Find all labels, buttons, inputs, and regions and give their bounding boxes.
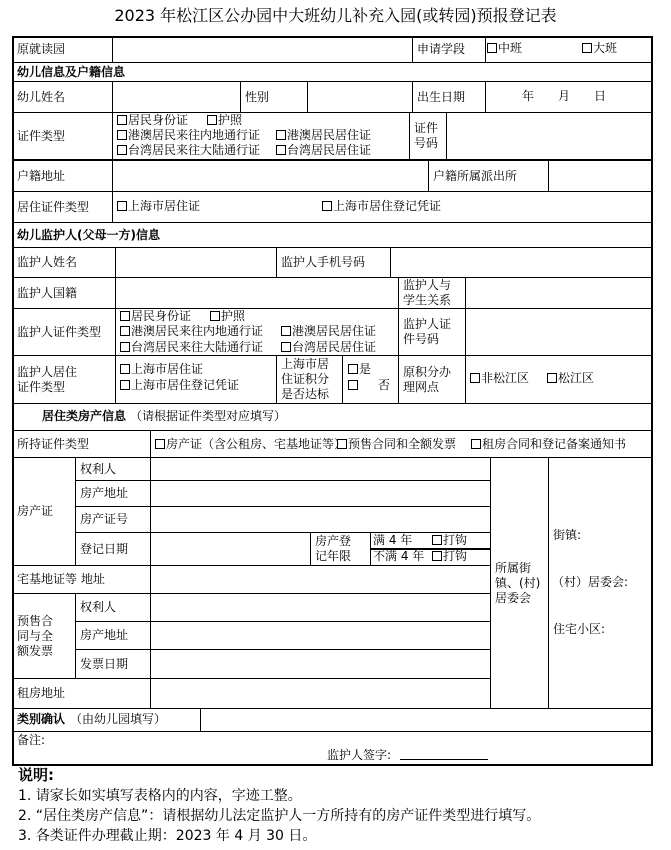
option-label: 大班 bbox=[593, 41, 618, 55]
office-option-non-songjiang[interactable] bbox=[470, 371, 529, 386]
committee-field-label: （村）居委会: bbox=[552, 575, 629, 589]
option-senior-class[interactable] bbox=[582, 41, 617, 56]
option-label: 打钩 bbox=[443, 533, 468, 547]
option-label: 房产证（含公租房、宅基地证等） bbox=[166, 437, 347, 451]
input-prev-kindergarten[interactable] bbox=[112, 36, 413, 63]
input-gender[interactable] bbox=[307, 81, 413, 113]
label-rent-address: 租房地址 bbox=[12, 678, 151, 709]
input-child-name[interactable] bbox=[112, 81, 241, 113]
label-presale: 预售合 同与全 额发票 bbox=[12, 593, 76, 679]
signature-label: 监护人签字: bbox=[327, 748, 392, 762]
held-option-rent[interactable] bbox=[471, 437, 626, 452]
guardian-id-option-3[interactable] bbox=[281, 324, 376, 339]
option-label: 台湾居民来往大陆通行证 bbox=[131, 340, 264, 354]
input-reg-date[interactable] bbox=[150, 532, 311, 566]
checkbox-icon[interactable] bbox=[207, 115, 217, 125]
option-label: 租房合同和登记备案通知书 bbox=[482, 437, 627, 451]
street-field-label: 街镇: bbox=[553, 528, 582, 542]
option-label: 非松江区 bbox=[481, 371, 530, 385]
input-deed-owner[interactable] bbox=[150, 457, 491, 481]
office-option-songjiang[interactable] bbox=[547, 371, 594, 386]
option-label: 是 bbox=[359, 362, 372, 376]
label-invoice-date: 发票日期 bbox=[75, 649, 151, 679]
child-residence-option-1[interactable] bbox=[322, 199, 441, 214]
label-child-id-type: 证件类型 bbox=[12, 112, 113, 160]
guardian-residence-option-0[interactable] bbox=[120, 362, 203, 377]
label-guardian-phone: 监护人手机号码 bbox=[276, 247, 391, 278]
label-points-office: 原积分办 理网点 bbox=[398, 355, 466, 404]
checkbox-icon[interactable] bbox=[487, 43, 497, 53]
option-label: 中班 bbox=[498, 41, 523, 55]
checkbox-icon[interactable] bbox=[322, 201, 332, 211]
label-deed: 房产证 bbox=[12, 457, 76, 566]
label-gender: 性别 bbox=[240, 81, 308, 113]
label-street-committee: 所属街 镇、(村) 居委会 bbox=[490, 457, 549, 709]
points-yes-option[interactable] bbox=[348, 362, 371, 377]
section-guardian-info: 幼儿监护人(父母一方)信息 bbox=[12, 222, 652, 248]
option-label: 上海市居住登记凭证 bbox=[131, 378, 240, 392]
label-guardian-id-type: 监护人证件类型 bbox=[12, 308, 116, 356]
held-option-presale[interactable] bbox=[337, 437, 456, 452]
notes-heading: 说明: bbox=[18, 766, 54, 784]
label-presale-address: 房产地址 bbox=[75, 621, 151, 650]
label-child-residence-type: 居住证件类型 bbox=[12, 191, 113, 223]
checkbox-icon[interactable] bbox=[281, 326, 291, 336]
checkbox-icon[interactable] bbox=[281, 342, 291, 352]
checkbox-icon[interactable] bbox=[348, 364, 358, 374]
label-reg-years: 房产登 记年限 bbox=[310, 532, 371, 566]
input-presale-owner[interactable] bbox=[150, 593, 491, 622]
full4-tick[interactable] bbox=[432, 533, 467, 548]
category-hint: （由幼儿园填写） bbox=[70, 712, 167, 726]
note-2: 2. “居住类房产信息”：请根据幼儿法定监护人一方所持有的房产证件类型进行填写。 bbox=[18, 808, 541, 824]
option-label: 护照 bbox=[218, 113, 243, 127]
child-id-option-2[interactable] bbox=[117, 128, 260, 143]
checkbox-icon[interactable] bbox=[210, 311, 220, 321]
checkbox-icon[interactable] bbox=[120, 342, 130, 352]
section-child-info: 幼儿信息及户籍信息 bbox=[12, 62, 652, 82]
guardian-id-option-1[interactable] bbox=[210, 309, 245, 324]
input-homestead-address[interactable] bbox=[150, 565, 491, 594]
checkbox-icon[interactable] bbox=[432, 535, 442, 545]
checkbox-icon[interactable] bbox=[117, 145, 127, 155]
birth-month-label: 月 bbox=[558, 89, 571, 103]
label-child-id-number: 证件 号码 bbox=[409, 112, 447, 160]
label-guardian-relation: 监护人与 学生关系 bbox=[398, 277, 466, 309]
guardian-id-option-0[interactable] bbox=[120, 309, 191, 324]
option-label: 台湾居民居住证 bbox=[292, 340, 377, 354]
option-label: 上海市居住登记凭证 bbox=[333, 199, 442, 213]
full4-label: 满 4 年 bbox=[373, 533, 413, 547]
checkbox-icon[interactable] bbox=[155, 439, 165, 449]
option-label: 护照 bbox=[221, 309, 246, 323]
input-guardian-relation[interactable] bbox=[465, 277, 652, 309]
checkbox-icon[interactable] bbox=[348, 380, 358, 390]
note-1: 1. 请家长如实填写表格内的内容，字迹工整。 bbox=[18, 788, 302, 804]
option-label: 打钩 bbox=[443, 549, 468, 563]
input-deed-address[interactable] bbox=[150, 480, 491, 507]
input-rent-address[interactable] bbox=[150, 678, 491, 709]
label-guardian-nationality: 监护人国籍 bbox=[12, 277, 116, 309]
checkbox-icon[interactable] bbox=[276, 145, 286, 155]
label-points-question: 上海市居 住证积分 是否达标 bbox=[276, 355, 343, 404]
birth-year-label: 年 bbox=[522, 89, 535, 103]
option-middle-class[interactable] bbox=[487, 41, 522, 56]
label-held-type: 所持证件类型 bbox=[12, 430, 151, 458]
label-homestead-address: 宅基地证等 地址 bbox=[12, 565, 151, 594]
option-label: 港澳居民来往内地通行证 bbox=[128, 128, 261, 142]
input-presale-address[interactable] bbox=[150, 621, 491, 650]
child-id-option-4[interactable] bbox=[117, 143, 260, 158]
guardian-id-option-4[interactable] bbox=[120, 340, 263, 355]
community-field-label: 住宅小区: bbox=[553, 622, 606, 636]
child-id-option-5[interactable] bbox=[276, 143, 371, 158]
not-full4-tick[interactable] bbox=[432, 549, 467, 564]
input-guardian-id-number[interactable] bbox=[465, 308, 652, 356]
checkbox-icon[interactable] bbox=[547, 373, 557, 383]
held-option-deed[interactable] bbox=[155, 437, 346, 452]
guardian-residence-option-1[interactable] bbox=[120, 378, 239, 393]
points-no-label: 否 bbox=[378, 378, 391, 392]
input-deed-number[interactable] bbox=[150, 506, 491, 533]
label-child-name: 幼儿姓名 bbox=[12, 81, 113, 113]
checkbox-icon[interactable] bbox=[120, 380, 130, 390]
birth-day-label: 日 bbox=[594, 89, 607, 103]
label-presale-owner: 权利人 bbox=[75, 593, 151, 622]
option-label: 港澳居民来往内地通行证 bbox=[131, 324, 264, 338]
label-reg-date: 登记日期 bbox=[75, 532, 151, 566]
input-hukou-police[interactable] bbox=[548, 160, 652, 192]
checkbox-icon[interactable] bbox=[582, 43, 592, 53]
label-hukou-address: 户籍地址 bbox=[12, 160, 113, 192]
not-full4-label: 不满 4 年 bbox=[373, 549, 425, 563]
input-hukou-address[interactable] bbox=[112, 160, 429, 192]
checkbox-icon[interactable] bbox=[120, 326, 130, 336]
child-id-option-3[interactable] bbox=[276, 128, 371, 143]
section-property-title: 居住类房产信息 bbox=[42, 409, 127, 423]
input-child-id-number[interactable] bbox=[446, 112, 652, 160]
checkbox-icon[interactable] bbox=[276, 130, 286, 140]
guardian-id-option-2[interactable] bbox=[120, 324, 263, 339]
checkbox-icon[interactable] bbox=[117, 130, 127, 140]
option-label: 港澳居民居住证 bbox=[292, 324, 377, 338]
category-title: 类别确认 bbox=[17, 712, 66, 726]
option-label: 港澳居民居住证 bbox=[287, 128, 372, 142]
input-guardian-nationality[interactable] bbox=[115, 277, 399, 309]
option-label: 台湾居民居住证 bbox=[287, 143, 372, 157]
checkbox-icon[interactable] bbox=[470, 373, 480, 383]
child-residence-option-0[interactable] bbox=[117, 199, 200, 214]
label-guardian-residence-type: 监护人居住 证件类型 bbox=[12, 355, 116, 404]
label-prev-kindergarten: 原就读园 bbox=[12, 36, 113, 63]
label-deed-address: 房产地址 bbox=[75, 480, 151, 507]
input-invoice-date[interactable] bbox=[150, 649, 491, 679]
checkbox-icon[interactable] bbox=[337, 439, 347, 449]
option-label: 预售合同和全额发票 bbox=[348, 437, 457, 451]
checkbox-icon[interactable] bbox=[120, 311, 130, 321]
checkbox-icon[interactable] bbox=[117, 201, 127, 211]
child-id-option-0[interactable] bbox=[117, 113, 188, 128]
label-deed-number: 房产证号 bbox=[75, 506, 151, 533]
remarks-label: 备注: bbox=[17, 733, 46, 747]
label-hukou-police: 户籍所属派出所 bbox=[428, 160, 549, 192]
option-label: 台湾居民来往大陆通行证 bbox=[128, 143, 261, 157]
label-guardian-name: 监护人姓名 bbox=[12, 247, 116, 278]
checkbox-icon[interactable] bbox=[432, 551, 442, 561]
input-guardian-name[interactable] bbox=[115, 247, 277, 278]
input-guardian-phone[interactable] bbox=[390, 247, 652, 278]
child-id-option-1[interactable] bbox=[207, 113, 242, 128]
signature-line[interactable] bbox=[400, 759, 488, 760]
option-label: 居民身份证 bbox=[128, 113, 189, 127]
label-deed-owner: 权利人 bbox=[75, 457, 151, 481]
points-no-option[interactable] bbox=[348, 378, 359, 393]
label-birth-date: 出生日期 bbox=[412, 81, 486, 113]
option-label: 松江区 bbox=[558, 371, 595, 385]
note-3: 3. 各类证件办理截止期：2023 年 4 月 30 日。 bbox=[18, 828, 317, 844]
option-label: 居民身份证 bbox=[131, 309, 192, 323]
checkbox-icon[interactable] bbox=[120, 364, 130, 374]
form-title: 2023 年松江区公办园中大班幼儿补充入园(或转园)预报登记表 bbox=[114, 6, 557, 25]
checkbox-icon[interactable] bbox=[471, 439, 481, 449]
guardian-id-option-5[interactable] bbox=[281, 340, 376, 355]
input-category-confirm[interactable] bbox=[200, 708, 652, 732]
option-label: 上海市居住证 bbox=[131, 362, 204, 376]
option-label: 上海市居住证 bbox=[128, 199, 201, 213]
label-apply-level: 申请学段 bbox=[412, 36, 486, 63]
section-property-hint: （请根据证件类型对应填写） bbox=[130, 409, 287, 423]
label-guardian-id-number: 监护人证 件号码 bbox=[398, 308, 466, 356]
checkbox-icon[interactable] bbox=[117, 115, 127, 125]
